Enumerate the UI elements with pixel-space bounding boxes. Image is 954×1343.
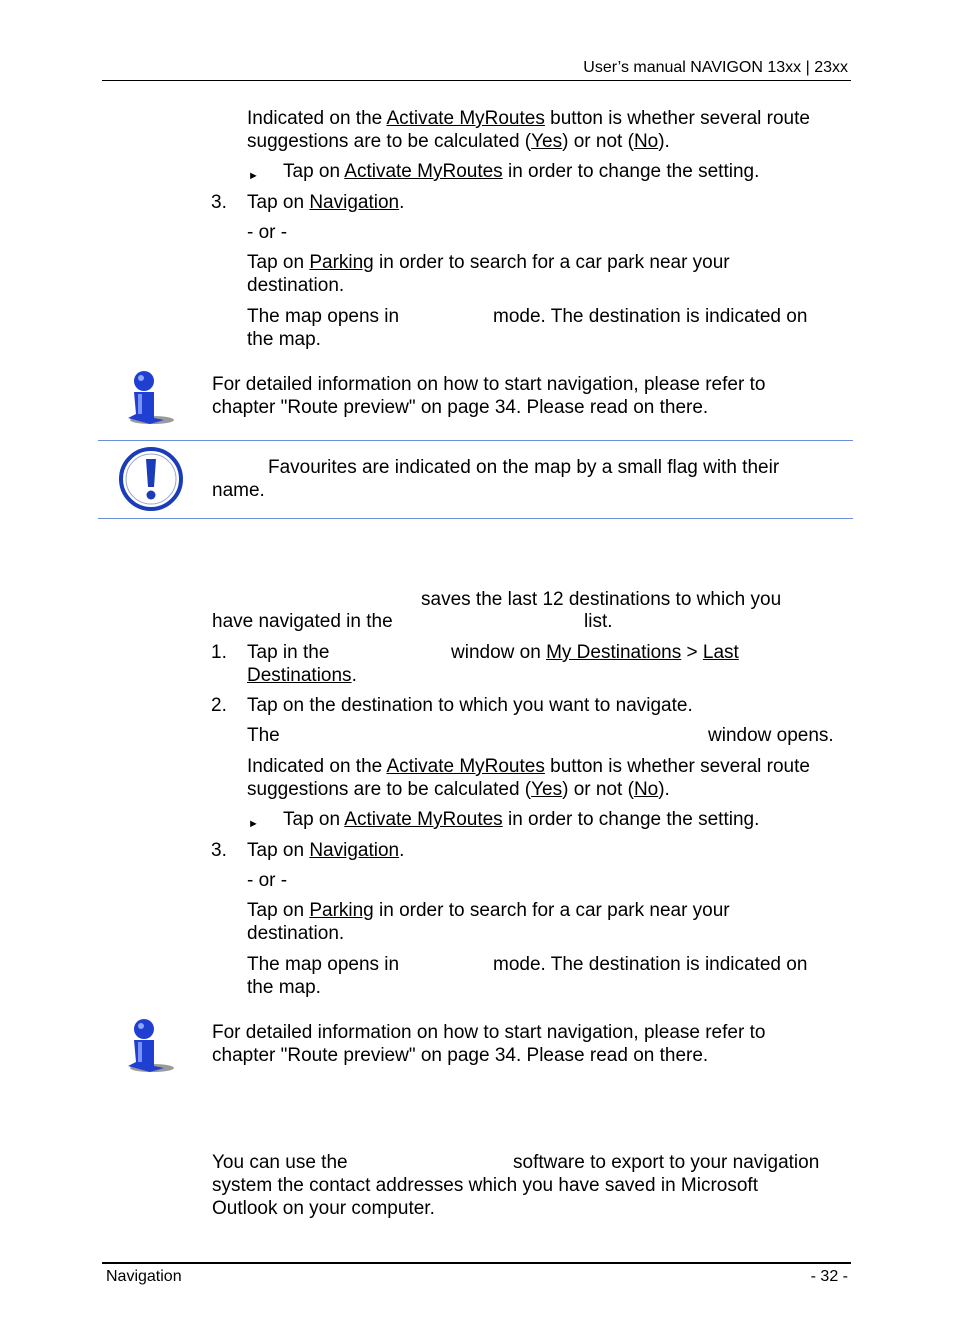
footer-rule bbox=[102, 1262, 851, 1264]
activate-myroutes-link[interactable]: Activate MyRoutes bbox=[386, 108, 545, 129]
step-number: 1. bbox=[211, 642, 227, 663]
text: in order to search for a car park near your bbox=[373, 252, 730, 273]
text: Tap on bbox=[283, 161, 345, 182]
bullet-activate-myroutes bbox=[283, 160, 759, 183]
parking-link[interactable]: Parking bbox=[309, 252, 374, 273]
text: suggestions are to be calculated ( bbox=[247, 779, 532, 800]
text: button is whether several route bbox=[544, 108, 810, 129]
map-opens-c: the map. bbox=[247, 329, 321, 350]
no-link[interactable]: No bbox=[633, 779, 659, 800]
step-navigation bbox=[247, 191, 404, 214]
text: > bbox=[681, 642, 703, 663]
text: . bbox=[399, 192, 405, 213]
text: Tap on bbox=[283, 809, 345, 830]
step2-window-b: window opens. bbox=[708, 725, 834, 746]
text: Indicated on the bbox=[247, 108, 387, 129]
parking-line1 bbox=[247, 899, 730, 922]
text: button is whether several route bbox=[544, 756, 810, 777]
navigation-link[interactable]: Navigation bbox=[309, 840, 400, 861]
text: ) or not ( bbox=[562, 779, 634, 800]
bullet-activate-myroutes bbox=[283, 808, 759, 831]
info2-line1: For detailed information on how to start navigation, please refer to bbox=[212, 1022, 766, 1043]
last-destinations-link[interactable]: Last bbox=[702, 642, 739, 663]
parking-line2: destination. bbox=[247, 275, 345, 296]
step-number: 3. bbox=[211, 840, 227, 861]
no-link[interactable]: No bbox=[633, 131, 659, 152]
text: in order to search for a car park near your bbox=[373, 900, 730, 921]
footer-section: Navigation bbox=[106, 1268, 182, 1285]
last-dest-intro-c: list. bbox=[584, 611, 613, 632]
text: . bbox=[351, 665, 357, 686]
header-rule bbox=[102, 80, 851, 81]
parking-line2: destination. bbox=[247, 923, 345, 944]
activate-myroutes-link[interactable]: Activate MyRoutes bbox=[386, 756, 545, 777]
triangle-bullet-icon: ► bbox=[248, 170, 259, 182]
text: in order to change the setting. bbox=[502, 809, 760, 830]
map-opens-c: the map. bbox=[247, 977, 321, 998]
text: ) or not ( bbox=[562, 131, 634, 152]
note-top-rule bbox=[98, 440, 853, 441]
step1-c bbox=[247, 664, 357, 687]
step2-window-a: The bbox=[247, 725, 280, 746]
text: . bbox=[399, 840, 405, 861]
text: in order to change the setting. bbox=[502, 161, 760, 182]
step1-a: Tap in the bbox=[247, 642, 330, 663]
contacts-line3: Outlook on your computer. bbox=[212, 1198, 435, 1219]
parking-line1 bbox=[247, 251, 730, 274]
paragraph-myroutes-line1 bbox=[247, 755, 810, 778]
text: Indicated on the bbox=[247, 756, 387, 777]
activate-myroutes-link[interactable]: Activate MyRoutes bbox=[344, 809, 503, 830]
info2-line2: chapter "Route preview" on page 34. Please read on there. bbox=[212, 1045, 709, 1066]
map-opens-a: The map opens in bbox=[247, 954, 400, 975]
note-bottom-rule bbox=[98, 518, 853, 519]
map-opens-a: The map opens in bbox=[247, 306, 400, 327]
map-opens-b: mode. The destination is indicated on bbox=[493, 306, 808, 327]
navigation-link[interactable]: Navigation bbox=[309, 192, 400, 213]
map-opens-b: mode. The destination is indicated on bbox=[493, 954, 808, 975]
yes-link[interactable]: Yes bbox=[531, 131, 563, 152]
text: window on bbox=[451, 642, 547, 663]
contacts-line1-a: You can use the bbox=[212, 1152, 348, 1173]
paragraph-myroutes-line2 bbox=[247, 778, 670, 801]
info-person-icon bbox=[120, 1016, 178, 1076]
last-dest-intro-a: saves the last 12 destinations to which you bbox=[421, 589, 782, 610]
text: Tap on bbox=[247, 900, 310, 921]
or-separator: - or - bbox=[247, 222, 288, 243]
exclamation-icon bbox=[119, 447, 185, 511]
step-number: 3. bbox=[211, 192, 227, 213]
text: Tap on bbox=[247, 192, 310, 213]
text: Tap on bbox=[247, 252, 310, 273]
last-dest-intro-b: have navigated in the bbox=[212, 611, 393, 632]
info-person-icon bbox=[120, 368, 178, 428]
text: suggestions are to be calculated ( bbox=[247, 131, 532, 152]
my-destinations-link[interactable]: My Destinations bbox=[546, 642, 682, 663]
step1-b bbox=[451, 641, 739, 664]
parking-link[interactable]: Parking bbox=[309, 900, 374, 921]
contacts-line2: system the contact addresses which you have saved in Microsoft bbox=[212, 1175, 758, 1196]
text: ). bbox=[658, 779, 670, 800]
triangle-bullet-icon: ► bbox=[248, 818, 259, 830]
yes-link[interactable]: Yes bbox=[531, 779, 563, 800]
info1-line1: For detailed information on how to start navigation, please refer to bbox=[212, 374, 766, 395]
footer-page-number: - 32 - bbox=[810, 1268, 848, 1285]
text: Tap on bbox=[247, 840, 310, 861]
page-header-title: User’s manual NAVIGON 13xx | 23xx bbox=[583, 59, 848, 76]
activate-myroutes-link[interactable]: Activate MyRoutes bbox=[344, 161, 503, 182]
paragraph-myroutes-line2 bbox=[247, 130, 670, 153]
step-number: 2. bbox=[211, 695, 227, 716]
or-separator: - or - bbox=[247, 870, 288, 891]
step2-text: Tap on the destination to which you want to navigate. bbox=[247, 695, 693, 716]
step-navigation bbox=[247, 839, 404, 862]
paragraph-myroutes-line1 bbox=[247, 107, 810, 130]
last-destinations-link-cont[interactable]: Destinations bbox=[247, 665, 352, 686]
info1-line2: chapter "Route preview" on page 34. Please read on there. bbox=[212, 397, 709, 418]
contacts-line1-b: software to export to your navigation bbox=[513, 1152, 820, 1173]
note-line1: Favourites are indicated on the map by a small flag with their bbox=[268, 457, 780, 478]
note-line2: name. bbox=[212, 480, 265, 501]
text: ). bbox=[658, 131, 670, 152]
